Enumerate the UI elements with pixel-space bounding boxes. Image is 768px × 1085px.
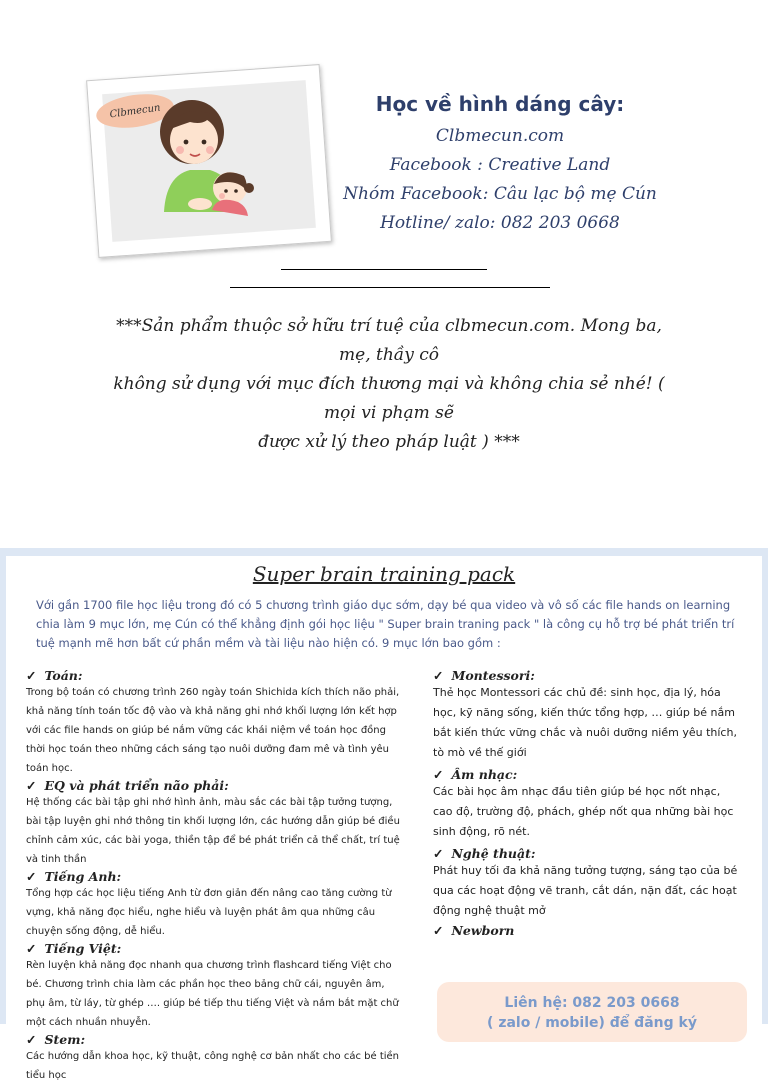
contact-box bbox=[437, 982, 747, 1042]
copyright-notice bbox=[100, 312, 678, 457]
pack-intro: Với gần 1700 file học liệu trong đó có 5 chương trình giáo dục sớm, dạy bé qua video và vô số các file hands on learning chia làm 9 mục lớn, mẹ Cún có thể khẳng định gói học liệu " Super brain traning pack " là công cụ hỗ trợ bé phát triển trí tuệ mạnh mẽ hơn bất cứ phần mềm và tài liệu nào hiện có. 9 mục lớn bao gồm : bbox=[36, 598, 735, 650]
check-icon: ✓ bbox=[26, 869, 37, 884]
list-item-desc: Các bài học âm nhạc đầu tiên giúp bé học nốt nhạc, cao độ, trường độ, phách, ghép nốt qua những bài học sinh động, rõ nét. bbox=[433, 785, 734, 838]
divider-long bbox=[230, 287, 550, 288]
list-item-heading: ✓ Montessori: bbox=[433, 668, 535, 683]
mother-child-illustration bbox=[150, 92, 270, 232]
facebook-group-text: Nhóm Facebook: Câu lạc bộ mẹ Cún bbox=[343, 184, 657, 204]
header-info bbox=[330, 92, 670, 238]
list-item-desc: Trong bộ toán có chương trình 260 ngày toán Shichida kích thích não phải, khả năng tính toán tốc độ vào và khả năng ghi nhớ khối lượng lớn kết hợp với các file hands on giúp bé nắm vững các khái niệm về toán học đồng thời học toán theo những cách sáng tạo nuôi dưỡng đam mê và tình yêu toán học. bbox=[26, 687, 400, 774]
pack-title: Super brain training pack bbox=[252, 562, 516, 586]
facebook-text: Facebook : Creative Land bbox=[389, 155, 611, 175]
list-item-heading: ✓ Stem: bbox=[26, 1032, 86, 1047]
list-item-desc: Hệ thống các bài tập ghi nhớ hình ảnh, màu sắc các bài tập tưởng tượng, bài tập luyện ghi nhớ thông tin khối lượng lớn, các hướng dẫn giúp bé điều chỉnh cảm xúc, các bài yoga, thiền tập để bé phát triển cả thể chất, trí tuệ và tinh thần bbox=[26, 797, 400, 865]
list-item-desc: Phát huy tối đa khả năng tưởng tượng, sáng tạo của bé qua các hoạt động vẽ tranh, cắt dán, nặn đất, các hoạt động nghệ thuật mở bbox=[433, 864, 738, 917]
list-item-heading: ✓ Âm nhạc: bbox=[433, 767, 518, 782]
list-item-desc: Các hướng dẫn khoa học, kỹ thuật, công nghệ cơ bản nhất cho các bé tiền tiểu học bbox=[26, 1051, 400, 1081]
hotline-text: Hotline/ zalo: 082 203 0668 bbox=[380, 213, 620, 233]
list-item-desc: Rèn luyện khả năng đọc nhanh qua chương trình flashcard tiếng Việt cho bé. Chương trình chia làm các phần học theo bảng chữ cái, nguyên âm, phụ âm, từ láy, từ ghép …. giúp bé tiếp thu tiếng Việt và nắm bắt mặt chữ một cách nhuần nhuyễn. bbox=[26, 960, 399, 1028]
check-icon: ✓ bbox=[433, 767, 444, 782]
list-item-desc: Thẻ học Montessori các chủ đề: sinh học, địa lý, hóa học, kỹ năng sống, kiến thức tổng hợp, … giúp bé nắm bắt kiến thức vững chắc và nuôi dưỡng niềm yêu thích, tò mò về thế giới bbox=[433, 686, 737, 759]
page-title: Học về hình dáng cây: bbox=[375, 92, 625, 116]
check-icon: ✓ bbox=[433, 846, 444, 861]
divider-short bbox=[281, 269, 487, 270]
check-icon: ✓ bbox=[26, 941, 37, 956]
list-item-heading: ✓ Toán: bbox=[26, 668, 83, 683]
contact-phone: Liên hệ: 082 203 0668 bbox=[504, 995, 680, 1011]
notice-line-1: ***Sản phẩm thuộc sở hữu trí tuệ của clbmecun.com. Mong ba, mẹ, thầy cô bbox=[116, 316, 662, 365]
check-icon: ✓ bbox=[26, 778, 37, 793]
list-item-heading: ✓ EQ và phát triển não phải: bbox=[26, 778, 229, 793]
check-icon: ✓ bbox=[433, 668, 444, 683]
check-icon: ✓ bbox=[26, 668, 37, 683]
list-item-heading: ✓ Tiếng Việt: bbox=[26, 941, 122, 956]
list-item-heading: ✓ Newborn bbox=[433, 923, 515, 938]
left-column bbox=[26, 668, 402, 1085]
list-item-heading: ✓ Nghệ thuật: bbox=[433, 846, 536, 861]
logo-badge: Clbmecun bbox=[94, 90, 176, 133]
contact-register: ( zalo / mobile) để đăng ký bbox=[487, 1015, 697, 1031]
website-text: Clbmecun.com bbox=[435, 126, 565, 146]
list-item-desc: Tổng hợp các học liệu tiếng Anh từ đơn giản đến nâng cao tăng cường từ vựng, khả năng đọc hiểu, nghe hiểu và luyện phát âm qua những câu chuyện sống động, dễ hiểu. bbox=[26, 888, 392, 937]
check-icon: ✓ bbox=[26, 1032, 37, 1047]
list-item-heading: ✓ Tiếng Anh: bbox=[26, 869, 122, 884]
check-icon: ✓ bbox=[433, 923, 444, 938]
notice-line-3: được xử lý theo pháp luật ) *** bbox=[258, 432, 520, 452]
right-column bbox=[433, 668, 743, 938]
notice-line-2: không sử dụng với mục đích thương mại và không chia sẻ nhé! ( mọi vi phạm sẽ bbox=[113, 374, 665, 423]
